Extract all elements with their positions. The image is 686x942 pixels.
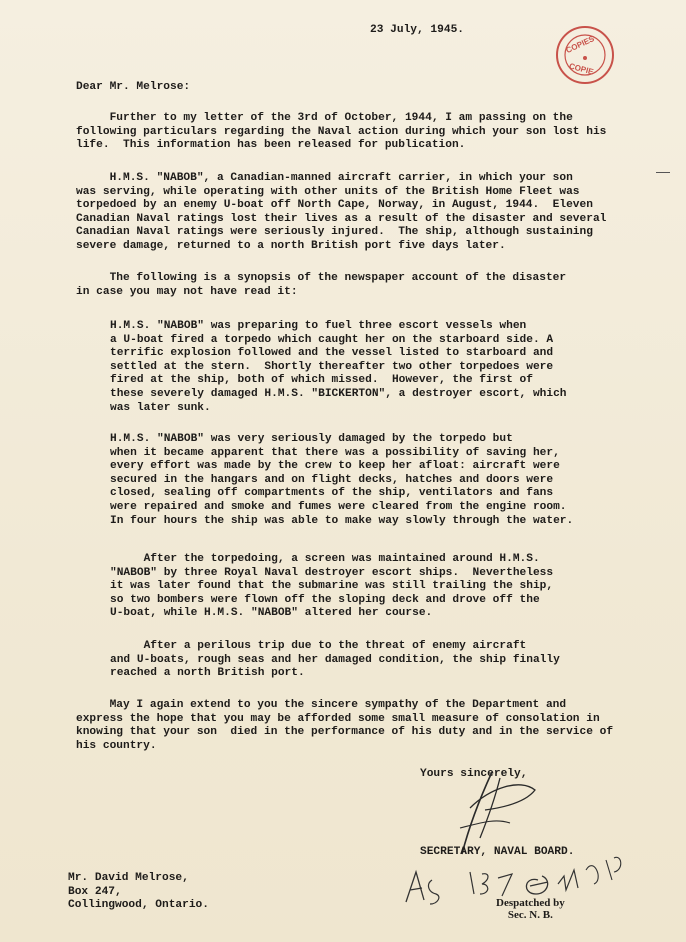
text-line: following particulars regarding the Naval action during which your son lost his bbox=[76, 125, 607, 138]
text-line: were repaired and smoke and fumes were cleared from the engine room. bbox=[110, 500, 567, 513]
text-line: Further to my letter of the 3rd of October, 1944, I am passing on the bbox=[76, 112, 573, 124]
copies-stamp-icon bbox=[554, 24, 616, 86]
text-line: H.M.S. "NABOB", a Canadian-manned aircraft carrier, in which your son bbox=[76, 172, 573, 184]
quote-paragraph-2 bbox=[110, 433, 573, 528]
text-line: knowing that your son died in the performance of his duty and in the service of bbox=[76, 726, 614, 739]
closing: Yours sincerely, bbox=[420, 768, 528, 780]
svg-text:COPIE: COPIE bbox=[568, 61, 595, 77]
address-line: Mr. David Melrose, bbox=[68, 872, 189, 884]
text-line: every effort was made by the crew to keep her afloat: aircraft were bbox=[110, 460, 560, 473]
text-line: After a perilous trip due to the threat of enemy aircraft bbox=[110, 640, 527, 652]
recipient-address bbox=[68, 872, 209, 913]
text-line: so two bombers were flown off the sloping deck and drove off the bbox=[110, 593, 540, 606]
paragraph-4 bbox=[76, 699, 613, 753]
text-line: a U-boat fired a torpedo which caught her on the starboard side. A bbox=[110, 333, 554, 346]
text-line: reached a north British port. bbox=[110, 667, 305, 680]
svg-text:COPIES: COPIES bbox=[564, 34, 596, 56]
despatched-note bbox=[496, 897, 565, 921]
text-line: fired at the ship, both of which missed. However, the first of bbox=[110, 374, 533, 387]
text-line: when it became apparent that there was a possibility of saving her, bbox=[110, 446, 560, 459]
text-line: "NABOB" by three Royal Naval destroyer escort ships. Nevertheless bbox=[110, 566, 554, 579]
address-line: Collingwood, Ontario. bbox=[68, 899, 209, 912]
text-line: H.M.S. "NABOB" was very seriously damaged by the torpedo but bbox=[110, 433, 513, 445]
text-line: torpedoed by an enemy U-boat off North Cape, Norway, in August, 1944. Eleven bbox=[76, 199, 593, 212]
quote-paragraph-4 bbox=[110, 640, 560, 681]
signature-icon bbox=[440, 768, 550, 858]
text-line: his country. bbox=[76, 739, 157, 752]
text-line: The following is a synopsis of the newspaper account of the disaster bbox=[76, 272, 567, 284]
text-line: After the torpedoing, a screen was maintained around H.M.S. bbox=[110, 553, 540, 565]
signature-title: SECRETARY, NAVAL BOARD. bbox=[420, 846, 575, 858]
paragraph-1 bbox=[76, 112, 606, 153]
quote-paragraph-1 bbox=[110, 320, 567, 415]
text-line: life. This information has been released for publication. bbox=[76, 139, 466, 152]
salutation: Dear Mr. Melrose: bbox=[76, 81, 191, 93]
margin-mark bbox=[656, 172, 670, 173]
text-line: express the hope that you may be afforded some small measure of consolation in bbox=[76, 712, 600, 725]
text-line: it was later found that the submarine was still trailing the ship, bbox=[110, 580, 554, 593]
text-line: was later sunk. bbox=[110, 401, 211, 414]
text-line: Canadian Naval ratings were seriously injured. The ship, although sustaining bbox=[76, 226, 593, 239]
text-line: secured in the hangars and on flight decks, hatches and doors were bbox=[110, 473, 554, 486]
paragraph-2 bbox=[76, 172, 606, 254]
text-line: these severely damaged H.M.S. "BICKERTON", a destroyer escort, which bbox=[110, 387, 567, 400]
text-line: and U-boats, rough seas and her damaged condition, the ship finally bbox=[110, 653, 560, 666]
text-line: in case you may not have read it: bbox=[76, 285, 298, 298]
text-line: May I again extend to you the sincere sympathy of the Department and bbox=[76, 699, 567, 711]
text-line: In four hours the ship was able to make way slowly through the water. bbox=[110, 514, 574, 527]
text-line: terrific explosion followed and the vessel listed to starboard and bbox=[110, 347, 554, 360]
paragraph-3 bbox=[76, 272, 566, 299]
text-line: severe damage, returned to a north British port five days later. bbox=[76, 239, 506, 252]
despatched-line: Despatched by bbox=[496, 897, 565, 909]
text-line: Canadian Naval ratings lost their lives as a result of the disaster and several bbox=[76, 212, 607, 225]
quote-paragraph-3 bbox=[110, 553, 553, 621]
despatched-line: Sec. N. B. bbox=[507, 909, 553, 921]
text-line: closed, sealing off compartments of the ship, ventilators and fans bbox=[110, 487, 554, 500]
text-line: settled at the stern. Shortly thereafter two other torpedoes were bbox=[110, 360, 554, 373]
text-line: H.M.S. "NABOB" was preparing to fuel three escort vessels when bbox=[110, 320, 527, 332]
text-line: was serving, while operating with other units of the British Home Fleet was bbox=[76, 185, 580, 198]
text-line: U-boat, while H.M.S. "NABOB" altered her course. bbox=[110, 607, 433, 620]
address-line: Box 247, bbox=[68, 885, 122, 898]
letter-date: 23 July, 1945. bbox=[370, 24, 464, 36]
